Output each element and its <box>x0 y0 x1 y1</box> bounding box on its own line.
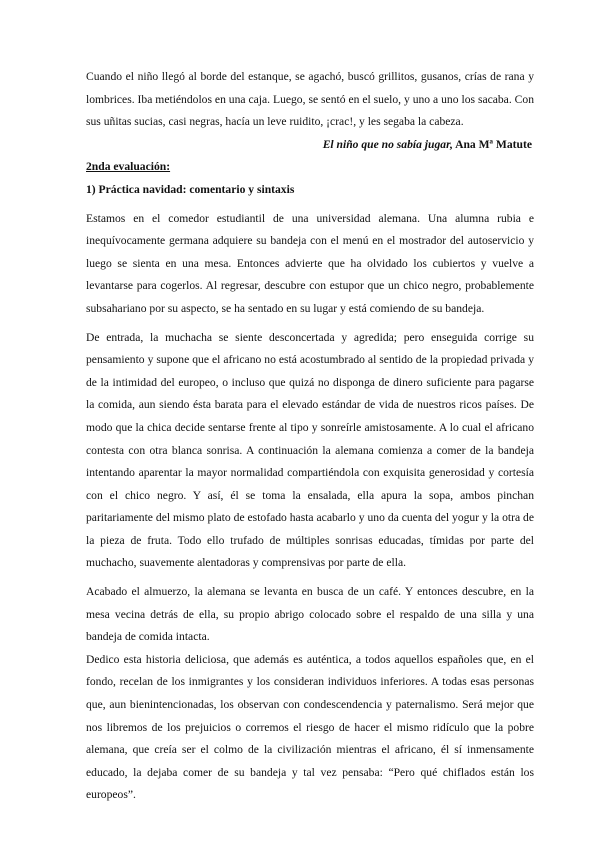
section-title: 2nda evaluación: <box>86 160 171 174</box>
paragraph-1: Estamos en el comedor estudiantil de una universidad alemana. Una alumna rubia e inequívocamente germana adquiere su bandeja con el menú en el mostrador del autoservicio y luego se sienta en una mesa. Entonces advierte que ha olvidado los cubiertos y vuelve a levantarse para cogerlos. Al regresar, descubre con estupor que un chico negro, probablemente subsahariano por su aspecto, se ha sentado en su lugar y está comiendo de su bandeja. <box>86 211 534 315</box>
document-page <box>86 66 534 807</box>
quote-work-title: El niño que no sabía jugar, <box>322 137 453 151</box>
exercise-title: 1) Práctica navidad: comentario y sintaxis <box>86 182 295 196</box>
quote-author: Ana Mª Matute <box>452 137 532 151</box>
quote-attribution <box>86 134 534 157</box>
paragraph-3: Acabado el almuerzo, la alemana se levanta en busca de un café. Y entonces descubre, en la mesa vecina detrás de ella, su propio abrigo colocado sobre el respaldo de una silla y una bandeja de comida intacta. <box>86 585 534 644</box>
paragraph-2: De entrada, la muchacha se siente desconcertada y agredida; pero enseguida corrige su pensamiento y supone que el africano no está acostumbrado al sentido de la propiedad privada y de la intimidad del europeo, o incluso que quizá no disponga de dinero suficiente para pagarse la comida, aun siendo ésta barata para el elevado estándar de vida de nuestros ricos países. De modo que la chica decide sentarse frente al tipo y sonreírle amistosamente. A lo cual el africano contesta con otra blanca sonrisa. A continuación la alemana comienza a comer de la bandeja intentando aparentar la mayor normalidad compartiéndola con exquisita generosidad y cortesía con el chico negro. Y así, él se toma la ensalada, ella apura la sopa, ambos pinchan paritariamente del mismo plato de estofado hasta acabarlo y uno da cuenta del yogur y la otra de la pieza de fruta. Todo ello trufado de múltiples sonrisas educadas, tímidas por parte del muchacho, suavemente alentadoras y comprensivas por parte de ella. <box>86 330 534 570</box>
paragraph-4: Dedico esta historia deliciosa, que además es auténtica, a todos aquellos españoles que, en el fondo, recelan de los inmigrantes y los consideran individuos inferiores. A todas esas personas que, aun bienintencionadas, los observan con condescendencia y paternalismo. Será mejor que nos libremos de los prejuicios o corremos el riesgo de hacer el mismo ridículo que la pobre alemana, que creía ser el colmo de la civilización mientras el africano, él sí inmensamente educado, la dejaba comer de su bandeja y tal vez pensaba: “Pero qué chiflados están los europeos”. <box>86 652 534 802</box>
opening-quote: Cuando el niño llegó al borde del estanque, se agachó, buscó grillitos, gusanos, crías de rana y lombrices. Iba metiéndolos en una caja. Luego, se sentó en el suelo, y uno a uno los sacaba. Con sus uñitas sucias, casi negras, hacía un leve ruidito, ¡crac!, y les segaba la cabeza. <box>86 70 534 129</box>
